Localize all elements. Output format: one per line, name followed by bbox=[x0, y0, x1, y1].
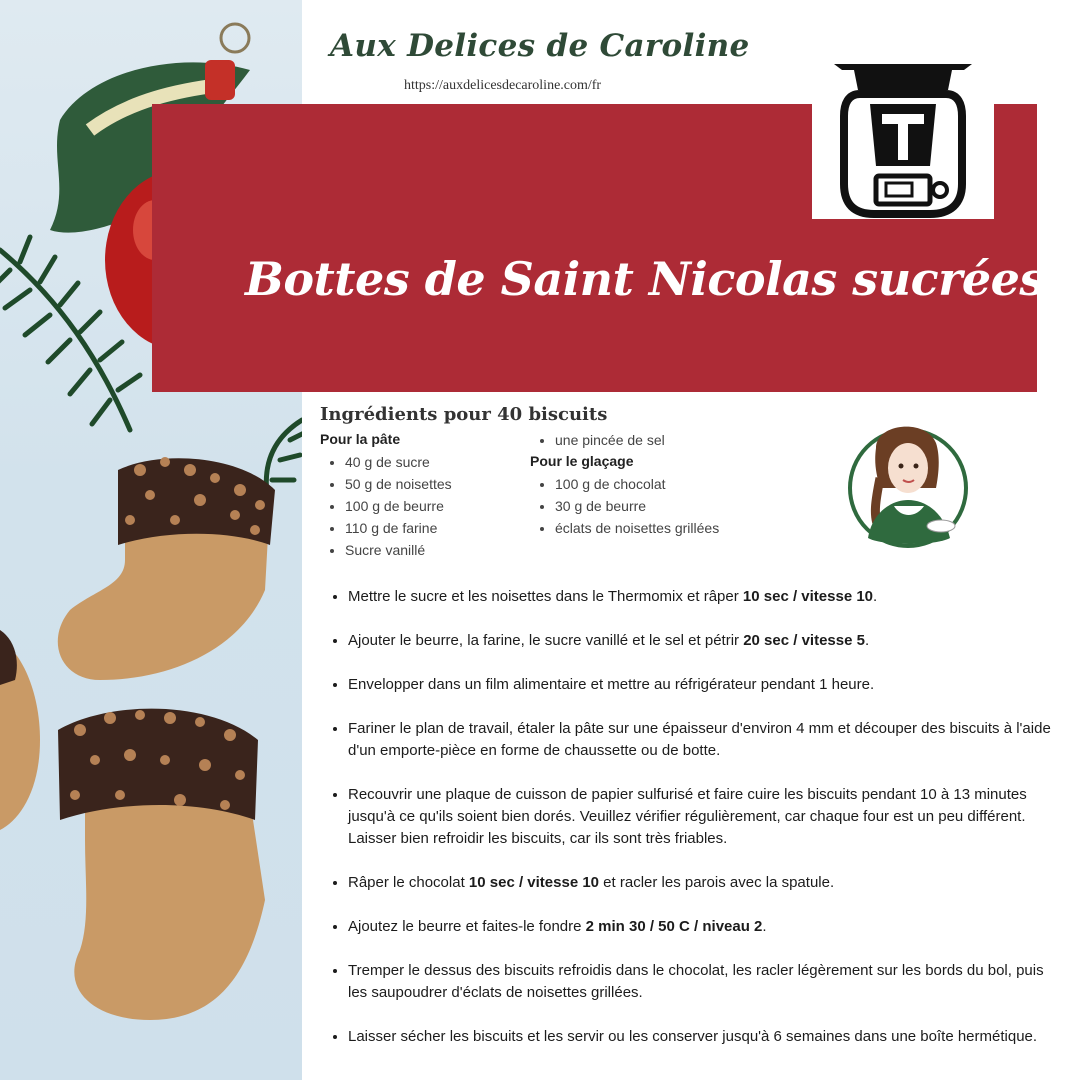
step-setting: 10 sec / vitesse 10 bbox=[468, 874, 600, 891]
step-item bbox=[348, 674, 1060, 696]
step-item bbox=[348, 784, 1060, 850]
ingredient-item: • Sucre vanillé bbox=[345, 539, 452, 561]
ingredient-item: • 40 g de sucre bbox=[345, 451, 452, 473]
glacage-ingredient-list bbox=[530, 473, 719, 539]
ingredient-item: • 100 g de chocolat bbox=[555, 473, 719, 495]
glacage-label: Pour le glaçage bbox=[530, 453, 634, 469]
thermomix-icon bbox=[812, 56, 994, 219]
pate-label: Pour la pâte bbox=[320, 431, 401, 447]
ingredient-item: • 50 g de noisettes bbox=[345, 473, 452, 495]
step-text-end: . bbox=[873, 588, 878, 605]
pate-ingredient-list bbox=[320, 451, 452, 561]
step-text: Mettre le sucre et les noisettes dans le Thermomix et râper bbox=[348, 588, 743, 605]
step-item bbox=[348, 630, 1060, 652]
step-text: Ajouter le beurre, la farine, le sucre vanillé et le sel et pétrir bbox=[348, 632, 744, 649]
step-text-end: et racler les parois avec la spatule. bbox=[599, 874, 835, 891]
ingredient-item: • 30 g de beurre bbox=[555, 495, 719, 517]
step-text: Râper le chocolat bbox=[348, 874, 469, 891]
chef-portrait bbox=[846, 418, 970, 548]
ingredient-item: • 110 g de farine bbox=[345, 517, 452, 539]
step-text-end: . bbox=[864, 632, 870, 649]
step-text-end: . bbox=[762, 918, 767, 935]
step-text: Tremper le dessus des biscuits refroidis dans le chocolat, les racler légèrement sur les bords du bol, puis les saupoudrer d'éclats de noisettes grillées. bbox=[348, 962, 1044, 1001]
recipe-title: Bottes de Saint Nicolas sucrées bbox=[245, 252, 1045, 306]
ingredient-item: • une pincée de sel bbox=[555, 429, 665, 451]
pate-ingredient-list-cont bbox=[530, 429, 665, 451]
step-text: Laisser sécher les biscuits et les servir ou les conserver jusqu'à 6 semaines dans une boîte hermétique. bbox=[348, 1028, 1038, 1045]
ingredient-item: • éclats de noisettes grillées bbox=[555, 517, 719, 539]
step-setting: 2 min 30 / 50 C / niveau 2 bbox=[585, 918, 763, 935]
site-url[interactable]: https://auxdelicesdecaroline.com/fr bbox=[404, 78, 602, 93]
step-item bbox=[348, 718, 1060, 762]
steps-list bbox=[328, 586, 1060, 1070]
step-setting: 20 sec / vitesse 5 bbox=[743, 632, 865, 649]
chef-portrait-illustration bbox=[846, 418, 970, 548]
ingredients-heading: Ingrédients pour 40 biscuits bbox=[320, 404, 608, 425]
step-item bbox=[348, 916, 1060, 938]
step-item bbox=[348, 872, 1060, 894]
thermomix-logo bbox=[812, 56, 994, 219]
ingredient-item: • 100 g de beurre bbox=[345, 495, 452, 517]
brand-name: Aux Delices de Caroline bbox=[330, 28, 750, 64]
step-item bbox=[348, 1026, 1060, 1048]
step-item bbox=[348, 586, 1060, 608]
step-text: Recouvrir une plaque de cuisson de papier sulfurisé et faire cuire les biscuits pendant 10 à 13 minutes jusqu'à ce qu'ils soient bien dorés. Veuillez vérifier régulièrement, car chaque four est un peu différent. Laisser bien refroidir les biscuits, car ils sont très friables. bbox=[348, 786, 1027, 847]
step-item bbox=[348, 960, 1060, 1004]
step-setting: 10 sec / vitesse 10 bbox=[742, 588, 874, 605]
step-text: Fariner le plan de travail, étaler la pâte sur une épaisseur d'environ 4 mm et découper des biscuits à l'aide d'un emporte-pièce en forme de chaussette ou de botte. bbox=[348, 720, 1051, 759]
step-text: Ajoutez le beurre et faites-le fondre bbox=[348, 918, 586, 935]
step-text: Envelopper dans un film alimentaire et mettre au réfrigérateur pendant 1 heure. bbox=[348, 676, 875, 693]
